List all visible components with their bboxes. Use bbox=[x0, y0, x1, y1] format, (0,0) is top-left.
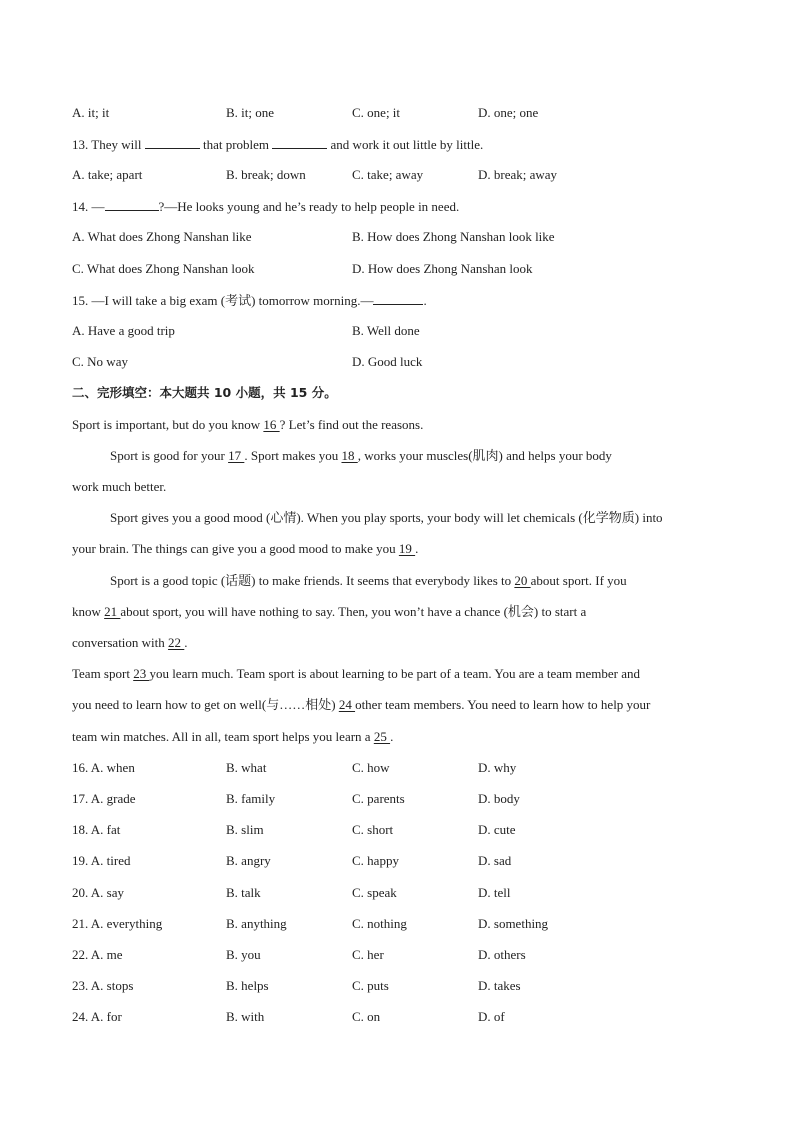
q15-suffix: . bbox=[423, 293, 427, 308]
answer-22-c: C. her bbox=[352, 947, 384, 962]
answer-18-c: C. short bbox=[352, 822, 394, 837]
q13-suffix: and work it out little by little. bbox=[327, 137, 484, 152]
answer-23-c: C. puts bbox=[352, 978, 389, 993]
passage-text: . bbox=[390, 729, 394, 744]
passage-text: Sport is important, but do you know bbox=[72, 417, 264, 432]
answer-22-d: D. others bbox=[478, 947, 526, 962]
answer-19-d: D. sad bbox=[478, 853, 512, 868]
answer-18-d: D. cute bbox=[478, 822, 516, 837]
q13-prefix: 13. They will bbox=[72, 137, 145, 152]
answer-19-c: C. happy bbox=[352, 853, 399, 868]
answer-16-c: C. how bbox=[352, 760, 390, 775]
answer-23-a: 23. A. stops bbox=[72, 978, 134, 993]
q15-prefix: 15. —I will take a big exam (考试) tomorrow morning.— bbox=[72, 293, 374, 308]
passage-text: about sport, you will have nothing to say. Then, you won’t have a chance (机会) to start a bbox=[120, 604, 587, 619]
blank-21: 21 bbox=[104, 604, 121, 619]
answer-24-d: D. of bbox=[478, 1009, 505, 1024]
q15-blank bbox=[373, 292, 423, 305]
answer-17-b: B. family bbox=[226, 791, 276, 806]
q13-option-b: B. break; down bbox=[226, 167, 306, 182]
answer-23-d: D. takes bbox=[478, 978, 521, 993]
passage-line-11 bbox=[72, 729, 393, 745]
passage-line-10 bbox=[72, 697, 650, 713]
passage-line-7 bbox=[72, 604, 586, 620]
passage-text: about sport. If you bbox=[530, 573, 627, 588]
blank-17: 17 bbox=[228, 448, 245, 463]
answer-20-b: B. talk bbox=[226, 885, 261, 900]
question-13 bbox=[72, 136, 483, 153]
q13-blank-2 bbox=[272, 136, 327, 149]
answer-22-a: 22. A. me bbox=[72, 947, 123, 962]
passage-text: Sport is a good topic (话题) to make friends. It seems that everybody likes to bbox=[110, 573, 515, 588]
q12-option-c: C. one; it bbox=[352, 105, 401, 120]
passage-text: . Sport makes you bbox=[244, 448, 342, 463]
blank-16: 16 bbox=[263, 417, 280, 432]
blank-19: 19 bbox=[398, 541, 416, 556]
blank-22: 22 bbox=[168, 635, 185, 650]
q15-option-d: D. Good luck bbox=[352, 354, 423, 369]
passage-text: you learn much. Team sport is about learning to be part of a team. You are a team member and bbox=[149, 666, 640, 681]
q14-blank bbox=[105, 198, 159, 211]
question-15 bbox=[72, 292, 427, 309]
answer-19-a: 19. A. tired bbox=[72, 853, 131, 868]
passage-text: Team sport bbox=[72, 666, 134, 681]
q12-option-a: A. it; it bbox=[72, 105, 110, 120]
answer-17-d: D. body bbox=[478, 791, 520, 806]
answer-19-b: B. angry bbox=[226, 853, 271, 868]
passage-text: conversation with bbox=[72, 635, 169, 650]
q13-option-a: A. take; apart bbox=[72, 167, 143, 182]
q14-option-c: C. What does Zhong Nanshan look bbox=[72, 261, 255, 276]
answer-22-b: B. you bbox=[226, 947, 261, 962]
question-14 bbox=[72, 198, 459, 215]
q15-option-c: C. No way bbox=[72, 354, 128, 369]
blank-18: 18 bbox=[341, 448, 358, 463]
answer-18-a: 18. A. fat bbox=[72, 822, 121, 837]
q14-option-b: B. How does Zhong Nanshan look like bbox=[352, 229, 555, 244]
q14-option-a: A. What does Zhong Nanshan like bbox=[72, 229, 252, 244]
answer-24-b: B. with bbox=[226, 1009, 265, 1024]
answer-20-c: C. speak bbox=[352, 885, 397, 900]
answer-21-d: D. something bbox=[478, 916, 549, 931]
q12-option-b: B. it; one bbox=[226, 105, 275, 120]
answer-21-b: B. anything bbox=[226, 916, 287, 931]
q14-suffix: ?—He looks young and he’s ready to help people in need. bbox=[158, 199, 460, 214]
q12-option-d: D. one; one bbox=[478, 105, 539, 120]
answer-21-c: C. nothing bbox=[352, 916, 407, 931]
answer-20-d: D. tell bbox=[478, 885, 511, 900]
passage-line-5 bbox=[72, 541, 418, 557]
answer-21-a: 21. A. everything bbox=[72, 916, 163, 931]
blank-23: 23 bbox=[133, 666, 150, 681]
answer-20-a: 20. A. say bbox=[72, 885, 124, 900]
passage-text: you need to learn how to get on well(与……相处) bbox=[72, 697, 339, 712]
passage-line-4: Sport gives you a good mood (心情). When you play sports, your body will let chemicals (化学物质) into bbox=[110, 510, 663, 525]
passage-line-8 bbox=[72, 635, 188, 651]
passage-text: team win matches. All in all, team sport helps you learn a bbox=[72, 729, 374, 744]
passage-line-2 bbox=[110, 448, 612, 464]
q14-prefix: 14. — bbox=[72, 199, 105, 214]
q13-mid: that problem bbox=[199, 137, 273, 152]
answer-16-b: B. what bbox=[226, 760, 267, 775]
blank-24: 24 bbox=[338, 697, 356, 712]
passage-text: ? Let’s find out the reasons. bbox=[279, 417, 424, 432]
passage-line-6 bbox=[110, 573, 627, 589]
passage-text: know bbox=[72, 604, 105, 619]
answer-17-c: C. parents bbox=[352, 791, 405, 806]
passage-text: , works your muscles(肌肉) and helps your body bbox=[357, 448, 612, 463]
answer-16-d: D. why bbox=[478, 760, 517, 775]
answer-24-a: 24. A. for bbox=[72, 1009, 122, 1024]
q14-option-d: D. How does Zhong Nanshan look bbox=[352, 261, 533, 276]
passage-line-3: work much better. bbox=[72, 479, 167, 494]
q13-blank-1 bbox=[145, 136, 200, 149]
answer-17-a: 17. A. grade bbox=[72, 791, 136, 806]
answer-23-b: B. helps bbox=[226, 978, 269, 993]
passage-text: . bbox=[415, 541, 419, 556]
answer-18-b: B. slim bbox=[226, 822, 264, 837]
passage-text: Sport is good for your bbox=[110, 448, 229, 463]
q13-option-d: D. break; away bbox=[478, 167, 558, 182]
answer-24-c: C. on bbox=[352, 1009, 381, 1024]
q15-option-a: A. Have a good trip bbox=[72, 323, 175, 338]
passage-text: . bbox=[184, 635, 188, 650]
blank-25: 25 bbox=[373, 729, 391, 744]
passage-text: other team members. You need to learn how to help your bbox=[355, 697, 651, 712]
q15-option-b: B. Well done bbox=[352, 323, 420, 338]
passage-line-1 bbox=[72, 417, 423, 433]
passage-line-9 bbox=[72, 666, 640, 682]
passage-text: your brain. The things can give you a good mood to make you bbox=[72, 541, 399, 556]
answer-16-a: 16. A. when bbox=[72, 760, 135, 775]
blank-20: 20 bbox=[514, 573, 531, 588]
section-2-heading: 二、完形填空：本大题共 10 小题，共 15 分。 bbox=[72, 385, 337, 400]
q13-option-c: C. take; away bbox=[352, 167, 424, 182]
